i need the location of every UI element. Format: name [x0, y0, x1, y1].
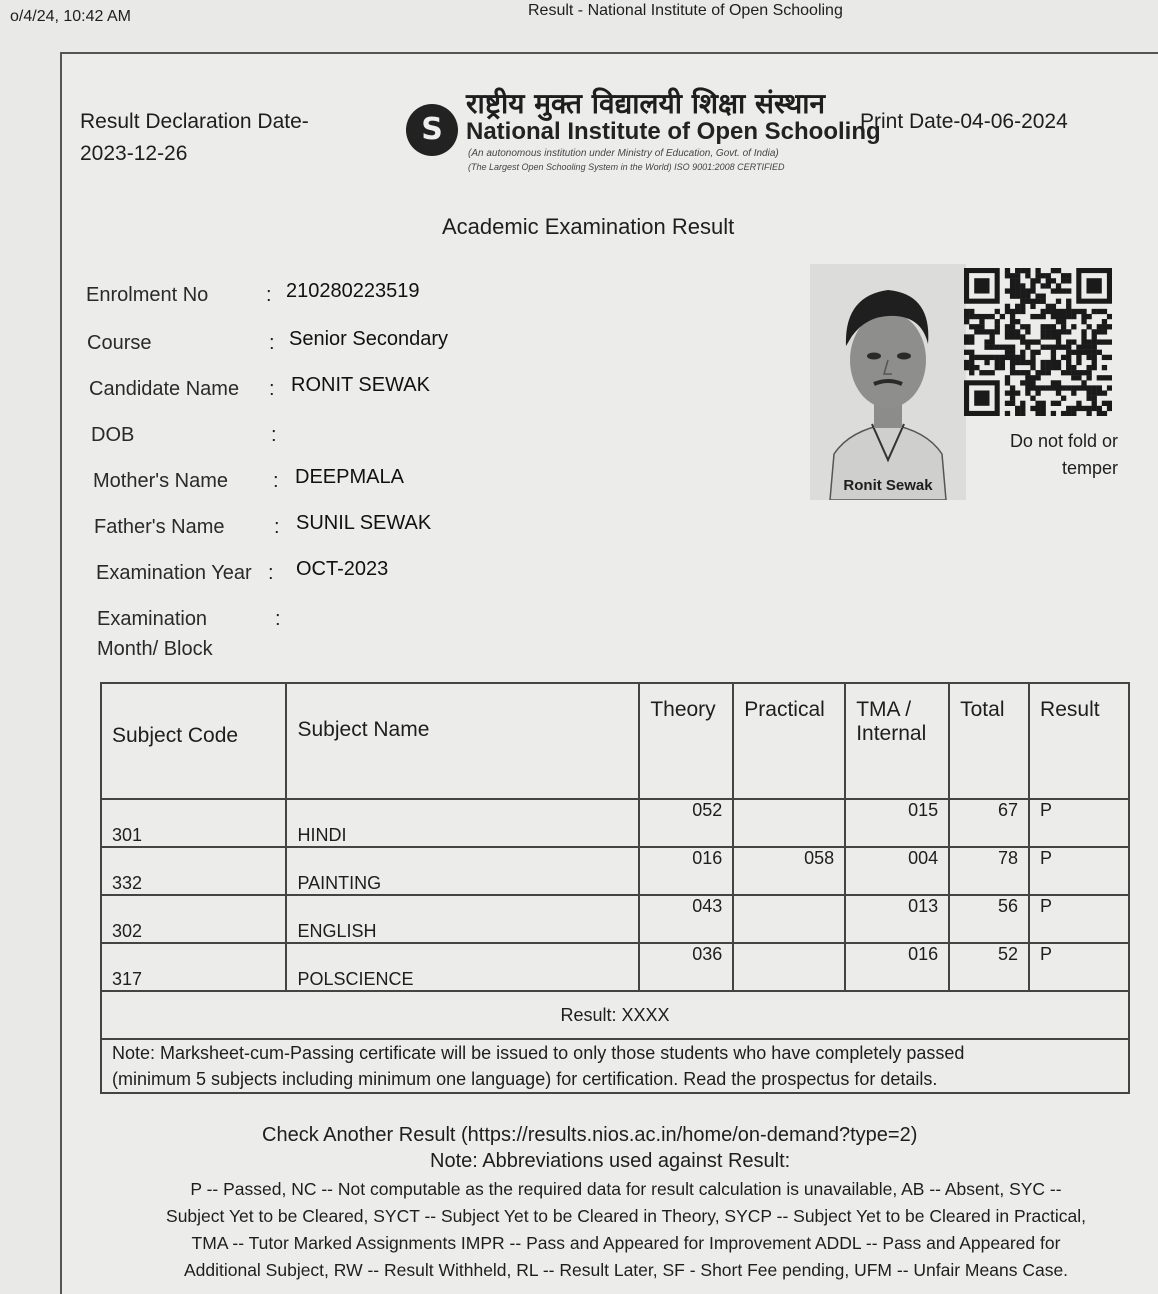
- result-cell: P: [1029, 847, 1129, 895]
- table-header-row: [101, 683, 1129, 799]
- declaration-value: 2023-12-26: [80, 142, 188, 165]
- print-date: Print Date-04-06-2024: [860, 110, 1068, 133]
- certificate-note-line2: (minimum 5 subjects including minimum one language) for certification. Read the prospectus for details.: [112, 1069, 938, 1089]
- field-label: Enrolment No: [86, 284, 209, 306]
- fold-notice-line1: Do not fold or: [1009, 431, 1118, 451]
- tma-cell: 016: [845, 943, 949, 991]
- header-subject-name: Subject Name: [286, 683, 639, 799]
- field-label: Candidate Name: [89, 378, 240, 400]
- field-colon: :: [269, 378, 275, 400]
- total-cell: 67: [949, 799, 1029, 847]
- result-cell: P: [1029, 943, 1129, 991]
- abbreviations-text: [106, 1176, 1146, 1284]
- field-colon: :: [271, 424, 277, 446]
- candidate-photo: [810, 264, 966, 500]
- practical-cell: [733, 895, 845, 943]
- field-label: Father's Name: [94, 516, 225, 538]
- fold-notice: [962, 428, 1118, 482]
- theory-cell: 016: [639, 847, 733, 895]
- table-row: [101, 943, 1129, 991]
- note-row: [101, 1039, 1129, 1093]
- qr-code-icon: [964, 268, 1112, 416]
- total-cell: 52: [949, 943, 1029, 991]
- field-label: Mother's Name: [93, 470, 228, 492]
- header-practical: Practical: [733, 683, 845, 799]
- table-row: [101, 895, 1129, 943]
- field-label: Course: [87, 332, 152, 354]
- field-colon: :: [275, 608, 281, 630]
- photo-caption: Ronit Sewak: [843, 477, 933, 494]
- fold-notice-line2: temper: [1061, 458, 1118, 478]
- result-cell: P: [1029, 799, 1129, 847]
- result-summary-row: [101, 991, 1129, 1039]
- field-label-line2: Month/ Block: [97, 638, 213, 660]
- subject-code-cell: 302: [101, 895, 286, 943]
- header-tma: [845, 683, 949, 799]
- header-total: Total: [949, 683, 1029, 799]
- certificate-note-line1: Note: Marksheet-cum-Passing certificate will be issued to only those students who have completely passed: [112, 1043, 965, 1063]
- candidate-name-value: RONIT SEWAK: [291, 374, 430, 396]
- tma-cell: 004: [845, 847, 949, 895]
- subject-name-cell: PAINTING: [286, 847, 639, 895]
- tma-cell: 015: [845, 799, 949, 847]
- page-title: Academic Examination Result: [442, 214, 735, 239]
- marks-table: [100, 682, 1130, 1094]
- father-name-value: SUNIL SEWAK: [296, 512, 432, 534]
- field-colon: :: [268, 562, 274, 584]
- table-row: [101, 799, 1129, 847]
- nios-logo-icon: S: [406, 104, 458, 156]
- theory-cell: 036: [639, 943, 733, 991]
- logo-hindi-name: राष्ट्रीय मुक्त विद्यालयी शिक्षा संस्थान: [466, 87, 826, 120]
- subject-name-cell: HINDI: [286, 799, 639, 847]
- print-timestamp: o/4/24, 10:42 AM: [10, 8, 131, 25]
- abbreviations-line: TMA -- Tutor Marked Assignments IMPR -- Pass and Appeared for Improvement ADDL -- Pass and Appeared for: [191, 1233, 1061, 1253]
- logo-english-name: National Institute of Open Schooling: [466, 118, 881, 145]
- certificate-note: [101, 1039, 1129, 1093]
- browser-page-title: Result - National Institute of Open Schooling: [528, 2, 843, 19]
- total-cell: 78: [949, 847, 1029, 895]
- table-row: [101, 847, 1129, 895]
- enrolment-value: 210280223519: [286, 280, 420, 302]
- abbreviations-title: Note: Abbreviations used against Result:: [430, 1150, 791, 1172]
- declaration-label: Result Declaration Date-: [80, 110, 309, 133]
- result-cell: P: [1029, 895, 1129, 943]
- header-theory: Theory: [639, 683, 733, 799]
- subject-code-cell: 332: [101, 847, 286, 895]
- check-another-result: [262, 1124, 917, 1147]
- practical-cell: [733, 799, 845, 847]
- check-another-result-label: Check Another Result: [262, 1124, 456, 1146]
- subject-code-cell: 317: [101, 943, 286, 991]
- abbreviations-line: P -- Passed, NC -- Not computable as the required data for result calculation is unavailable, AB -- Absent, SYC --: [190, 1179, 1062, 1199]
- theory-cell: 052: [639, 799, 733, 847]
- total-cell: 56: [949, 895, 1029, 943]
- tma-cell: 013: [845, 895, 949, 943]
- practical-cell: [733, 943, 845, 991]
- result-sheet: [60, 52, 1158, 1294]
- qr-code-graphic: [964, 268, 1112, 416]
- field-colon: :: [273, 470, 279, 492]
- header-tma-line1: TMA /: [856, 698, 912, 721]
- field-label: DOB: [91, 424, 135, 446]
- theory-cell: 043: [639, 895, 733, 943]
- exam-year-value: OCT-2023: [296, 558, 389, 580]
- abbreviations-line: Subject Yet to be Cleared, SYCT -- Subject Yet to be Cleared in Theory, SYCP -- Subject Yet to be Cleared in Practical,: [166, 1206, 1086, 1226]
- result-summary: Result: XXXX: [101, 991, 1129, 1039]
- course-value: Senior Secondary: [289, 328, 448, 350]
- field-colon: :: [269, 332, 275, 354]
- header-tma-line2: Internal: [856, 722, 927, 745]
- practical-cell: 058: [733, 847, 845, 895]
- check-another-result-link[interactable]: (https://results.nios.ac.in/home/on-demand?type=2): [461, 1124, 918, 1146]
- subject-name-cell: POLSCIENCE: [286, 943, 639, 991]
- abbreviations-line: Additional Subject, RW -- Result Withheld, RL -- Result Later, SF - Short Fee pending, UFM -- Unfair Means Case.: [183, 1260, 1069, 1280]
- field-colon: :: [266, 284, 272, 306]
- header-subject-code: Subject Code: [101, 683, 286, 799]
- field-label: Examination: [97, 608, 208, 630]
- subject-code-cell: 301: [101, 799, 286, 847]
- logo-tagline: (The Largest Open Schooling System in the World) ISO 9001:2008 CERTIFIED: [468, 162, 785, 172]
- field-label: Examination Year: [96, 562, 252, 584]
- field-colon: :: [274, 516, 280, 538]
- nios-logo: [404, 84, 881, 184]
- candidate-photo-image: [810, 264, 966, 500]
- subject-name-cell: ENGLISH: [286, 895, 639, 943]
- declaration-date: [80, 106, 309, 170]
- mother-name-value: DEEPMALA: [295, 466, 404, 488]
- logo-subtitle: (An autonomous institution under Ministry of Education, Govt. of India): [468, 148, 779, 159]
- header-result: Result: [1029, 683, 1129, 799]
